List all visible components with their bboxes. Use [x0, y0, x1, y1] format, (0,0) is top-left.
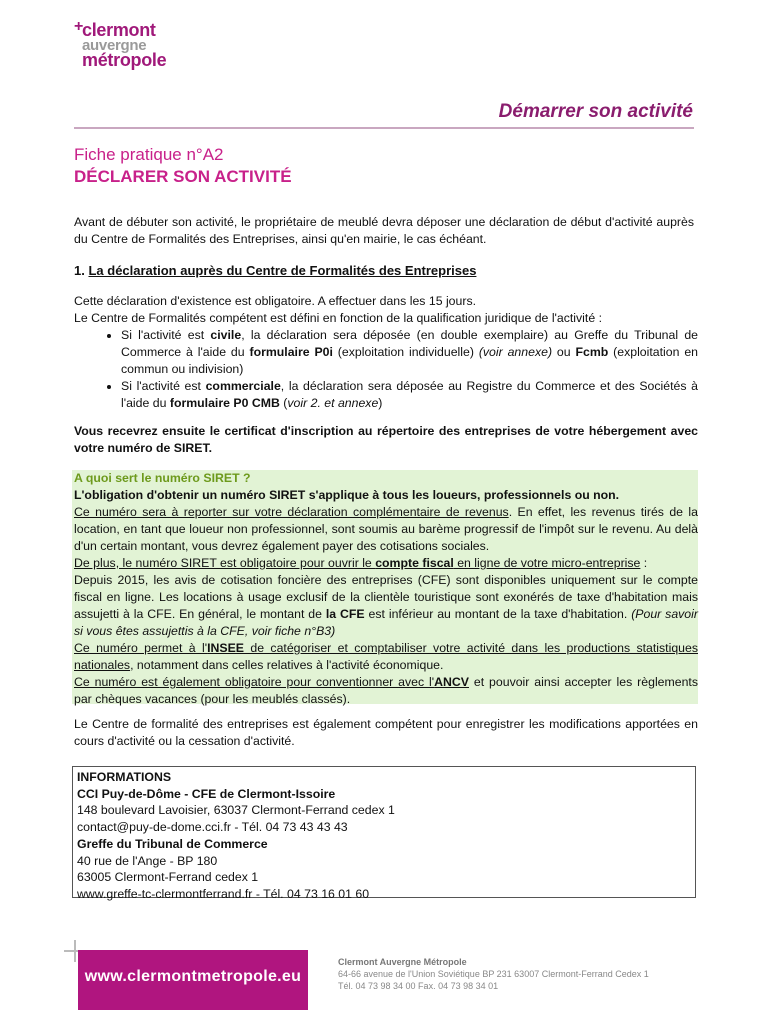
fiche-heading	[74, 144, 292, 188]
cci-address: 148 boulevard Lavoisier, 63037 Clermont-Ferrand cedex 1	[77, 803, 395, 818]
greffe-address-1: 40 rue de l'Ange - BP 180	[77, 853, 218, 868]
fiche-number: Fiche pratique n°A2	[74, 145, 224, 164]
list-item-commerciale: • Si l'activité est commerciale, la déclaration sera déposée au Registre du Commerce et des Sociétés à l'aide du formulaire P0 CMB (voir 2. et annexe)	[121, 378, 698, 412]
siret-para-5: Ce numéro est également obligatoire pour conventionner avec l'ANCV et pouvoir ainsi accepter les règlements par chèques vacances (pour les meublés classés).	[74, 675, 698, 706]
cci-contact: contact@puy-de-dome.cci.fr - Tél. 04 73 43 43 43	[77, 820, 348, 835]
logo-line-3: métropole	[82, 50, 167, 70]
footer-url-link[interactable]: www.clermontmetropole.eu	[84, 968, 302, 985]
informations-heading: INFORMATIONS	[77, 770, 172, 784]
declaration-block	[74, 293, 698, 412]
fiche-title: DÉCLARER SON ACTIVITÉ	[74, 167, 292, 186]
greffe-name: Greffe du Tribunal de Commerce	[77, 836, 268, 851]
declaration-list	[74, 327, 698, 412]
siret-para-3: Depuis 2015, les avis de cotisation foncière des entreprises (CFE) sont disponibles uniquement sur le compte fiscal en ligne. Les locations à usage exclusif de la clientèle touristique sont exonérés de taxe d'habitation mais assujetti à la CFE. En général, le montant de la CFE est inférieur au montant de la taxe d'habitation. (Pour savoir si vous êtes assujettis à la CFE, voir fiche n°B3)	[74, 573, 698, 638]
siret-para-1: Ce numéro sera à reporter sur votre déclaration complémentaire de revenus. En effet, les revenus tirés de la location, en tant que loueur non professionnel, sont soumis au barème progressif de l'impôt sur le revenu. Au delà d'un certain montant, vous devrez également payer des cotisations sociales.	[74, 505, 698, 553]
siret-box	[74, 470, 698, 708]
section-1-label: La déclaration auprès du Centre de Formalités des Entreprises	[88, 263, 477, 278]
logo	[74, 18, 192, 70]
siret-para-2: De plus, le numéro SIRET est obligatoire pour ouvrir le compte fiscal en ligne de votre micro-entreprise :	[74, 556, 648, 570]
siret-notice: Vous recevrez ensuite le certificat d'inscription au répertoire des entreprises de votre hébergement avec votre numéro de SIRET.	[74, 424, 698, 455]
siret-question: A quoi sert le numéro SIRET ?	[74, 471, 251, 485]
declaration-line-2: Le Centre de Formalités compétent est défini en fonction de la qualification juridique de l'activité :	[74, 311, 602, 325]
header-rule	[74, 127, 694, 129]
greffe-contact: www.greffe-tc-clermontferrand.fr - Tél. 04 73 16 01 60	[77, 886, 370, 901]
siret-para-4: Ce numéro permet à l'INSEE de catégoriser et comptabiliser votre activité dans les productions statistiques nationales, notamment dans celles relatives à l'activité économique.	[74, 641, 698, 672]
outro-paragraph: Le Centre de formalité des entreprises est également compétent pour enregistrer les modifications apportées en cours d'activité ou la cessation d'activité.	[74, 717, 698, 748]
list-item-civile: • Si l'activité est civile, la déclaration sera déposée (en double exemplaire) au Greffe du Tribunal de Commerce à l'aide du formulaire P0i (exploitation individuelle) (voir annexe) ou Fcmb (exploitation en commun ou indivision)	[121, 327, 698, 378]
logo-line-2: auvergne	[82, 37, 147, 54]
informations-box	[72, 766, 696, 901]
intro-paragraph: Avant de débuter son activité, le propriétaire de meublé devra déposer une déclaration de début d'activité auprès du Centre de Formalités des Entreprises, ainsi qu'en mairie, le cas échéant.	[74, 215, 694, 246]
section-1-title	[74, 263, 476, 278]
header-title: Démarrer son activité	[498, 101, 693, 122]
cci-name: CCI Puy-de-Dôme - CFE de Clermont-Issoire	[77, 786, 336, 801]
footer-street: 64-66 avenue de l'Union Soviétique BP 231 63007 Clermont-Ferrand Cedex 1	[338, 969, 649, 979]
footer-org: Clermont Auvergne Métropole	[338, 957, 467, 967]
logo-line-1: clermont	[82, 20, 156, 40]
siret-obligation: L'obligation d'obtenir un numéro SIRET s'applique à tous les loueurs, professionnels ou non.	[74, 488, 620, 502]
footer-phone: Tél. 04 73 98 34 00 Fax. 04 73 98 34 01	[338, 981, 499, 991]
footer-address	[338, 956, 649, 992]
declaration-line-1: Cette déclaration d'existence est obligatoire. A effectuer dans les 15 jours.	[74, 294, 477, 308]
greffe-address-2: 63005 Clermont-Ferrand cedex 1	[77, 870, 259, 885]
section-1-number: 1.	[74, 263, 89, 278]
logo-plus-icon: +	[74, 18, 84, 35]
